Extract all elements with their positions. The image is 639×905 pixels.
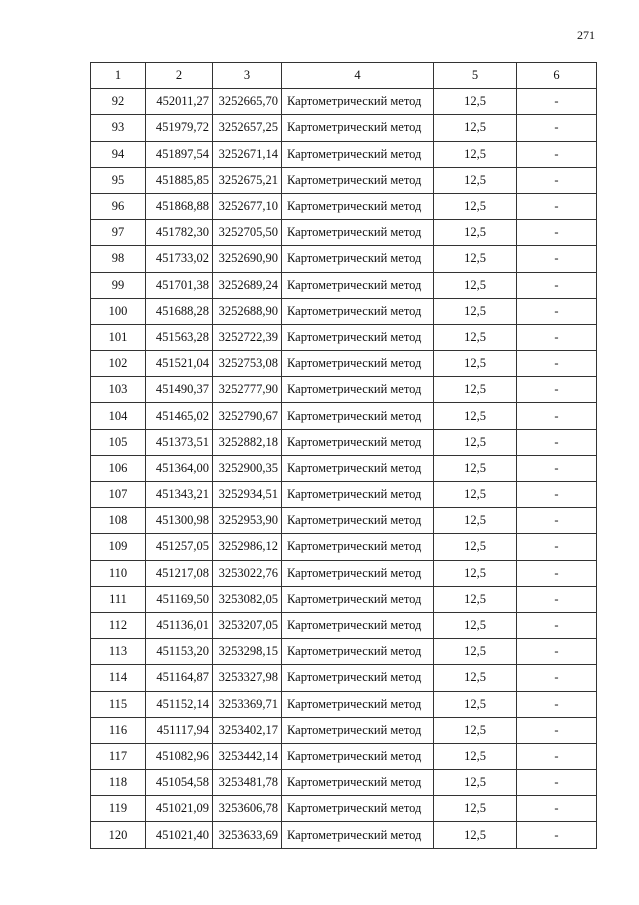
x-coordinate-cell: 451021,40	[146, 822, 213, 848]
table-row	[91, 324, 597, 350]
table-row	[91, 351, 597, 377]
accuracy-cell: 12,5	[434, 429, 517, 455]
point-number-cell: 107	[91, 482, 146, 508]
note-cell: -	[517, 89, 597, 115]
x-coordinate-cell: 451373,51	[146, 429, 213, 455]
accuracy-cell: 12,5	[434, 141, 517, 167]
x-coordinate-cell: 451733,02	[146, 246, 213, 272]
note-cell: -	[517, 691, 597, 717]
point-number-cell: 100	[91, 298, 146, 324]
accuracy-cell: 12,5	[434, 115, 517, 141]
x-coordinate-cell: 451979,72	[146, 115, 213, 141]
table-row	[91, 743, 597, 769]
y-coordinate-cell: 3252953,90	[213, 508, 282, 534]
note-cell: -	[517, 246, 597, 272]
accuracy-cell: 12,5	[434, 717, 517, 743]
table-row	[91, 403, 597, 429]
point-number-cell: 94	[91, 141, 146, 167]
point-number-cell: 119	[91, 796, 146, 822]
point-number-cell: 98	[91, 246, 146, 272]
table-row	[91, 377, 597, 403]
y-coordinate-cell: 3252677,10	[213, 193, 282, 219]
x-coordinate-cell: 451217,08	[146, 560, 213, 586]
point-number-cell: 116	[91, 717, 146, 743]
y-coordinate-cell: 3253327,98	[213, 665, 282, 691]
point-number-cell: 112	[91, 612, 146, 638]
method-cell: Картометрический метод	[282, 534, 434, 560]
table-row	[91, 822, 597, 848]
method-cell: Картометрический метод	[282, 508, 434, 534]
table-row	[91, 272, 597, 298]
method-cell: Картометрический метод	[282, 429, 434, 455]
note-cell: -	[517, 429, 597, 455]
y-coordinate-cell: 3253369,71	[213, 691, 282, 717]
point-number-cell: 102	[91, 351, 146, 377]
accuracy-cell: 12,5	[434, 822, 517, 848]
accuracy-cell: 12,5	[434, 508, 517, 534]
note-cell: -	[517, 167, 597, 193]
x-coordinate-cell: 451782,30	[146, 220, 213, 246]
column-header: 3	[213, 63, 282, 89]
point-number-cell: 95	[91, 167, 146, 193]
method-cell: Картометрический метод	[282, 193, 434, 219]
y-coordinate-cell: 3252665,70	[213, 89, 282, 115]
column-header: 5	[434, 63, 517, 89]
note-cell: -	[517, 193, 597, 219]
note-cell: -	[517, 822, 597, 848]
accuracy-cell: 12,5	[434, 246, 517, 272]
note-cell: -	[517, 560, 597, 586]
point-number-cell: 99	[91, 272, 146, 298]
method-cell: Картометрический метод	[282, 743, 434, 769]
point-number-cell: 97	[91, 220, 146, 246]
method-cell: Картометрический метод	[282, 246, 434, 272]
y-coordinate-cell: 3252657,25	[213, 115, 282, 141]
point-number-cell: 92	[91, 89, 146, 115]
table-header-row	[91, 63, 597, 89]
accuracy-cell: 12,5	[434, 167, 517, 193]
point-number-cell: 103	[91, 377, 146, 403]
point-number-cell: 120	[91, 822, 146, 848]
accuracy-cell: 12,5	[434, 482, 517, 508]
table-row	[91, 89, 597, 115]
y-coordinate-cell: 3252690,90	[213, 246, 282, 272]
method-cell: Картометрический метод	[282, 377, 434, 403]
column-header: 2	[146, 63, 213, 89]
method-cell: Картометрический метод	[282, 455, 434, 481]
point-number-cell: 111	[91, 586, 146, 612]
x-coordinate-cell: 451868,88	[146, 193, 213, 219]
accuracy-cell: 12,5	[434, 89, 517, 115]
table-row	[91, 586, 597, 612]
x-coordinate-cell: 451257,05	[146, 534, 213, 560]
column-header: 1	[91, 63, 146, 89]
note-cell: -	[517, 482, 597, 508]
table-row	[91, 796, 597, 822]
method-cell: Картометрический метод	[282, 167, 434, 193]
y-coordinate-cell: 3252900,35	[213, 455, 282, 481]
method-cell: Картометрический метод	[282, 665, 434, 691]
y-coordinate-cell: 3252986,12	[213, 534, 282, 560]
table-row	[91, 220, 597, 246]
note-cell: -	[517, 796, 597, 822]
point-number-cell: 101	[91, 324, 146, 350]
table-row	[91, 141, 597, 167]
method-cell: Картометрический метод	[282, 482, 434, 508]
accuracy-cell: 12,5	[434, 534, 517, 560]
x-coordinate-cell: 451054,58	[146, 770, 213, 796]
y-coordinate-cell: 3253442,14	[213, 743, 282, 769]
note-cell: -	[517, 115, 597, 141]
note-cell: -	[517, 717, 597, 743]
point-number-cell: 96	[91, 193, 146, 219]
point-number-cell: 117	[91, 743, 146, 769]
x-coordinate-cell: 452011,27	[146, 89, 213, 115]
point-number-cell: 110	[91, 560, 146, 586]
y-coordinate-cell: 3253022,76	[213, 560, 282, 586]
point-number-cell: 104	[91, 403, 146, 429]
point-number-cell: 106	[91, 455, 146, 481]
point-number-cell: 118	[91, 770, 146, 796]
y-coordinate-cell: 3253298,15	[213, 639, 282, 665]
note-cell: -	[517, 403, 597, 429]
table-row	[91, 429, 597, 455]
table-row	[91, 246, 597, 272]
accuracy-cell: 12,5	[434, 455, 517, 481]
table-row	[91, 639, 597, 665]
x-coordinate-cell: 451465,02	[146, 403, 213, 429]
accuracy-cell: 12,5	[434, 324, 517, 350]
note-cell: -	[517, 665, 597, 691]
accuracy-cell: 12,5	[434, 351, 517, 377]
x-coordinate-cell: 451164,87	[146, 665, 213, 691]
y-coordinate-cell: 3252753,08	[213, 351, 282, 377]
x-coordinate-cell: 451364,00	[146, 455, 213, 481]
table-row	[91, 298, 597, 324]
point-number-cell: 115	[91, 691, 146, 717]
y-coordinate-cell: 3252689,24	[213, 272, 282, 298]
table-body	[91, 89, 597, 848]
accuracy-cell: 12,5	[434, 586, 517, 612]
method-cell: Картометрический метод	[282, 220, 434, 246]
y-coordinate-cell: 3252790,67	[213, 403, 282, 429]
page-number: 271	[577, 28, 595, 42]
accuracy-cell: 12,5	[434, 377, 517, 403]
note-cell: -	[517, 298, 597, 324]
x-coordinate-cell: 451897,54	[146, 141, 213, 167]
table-row	[91, 717, 597, 743]
y-coordinate-cell: 3253082,05	[213, 586, 282, 612]
note-cell: -	[517, 455, 597, 481]
column-header: 4	[282, 63, 434, 89]
x-coordinate-cell: 451152,14	[146, 691, 213, 717]
note-cell: -	[517, 324, 597, 350]
y-coordinate-cell: 3253633,69	[213, 822, 282, 848]
method-cell: Картометрический метод	[282, 796, 434, 822]
x-coordinate-cell: 451300,98	[146, 508, 213, 534]
point-number-cell: 108	[91, 508, 146, 534]
method-cell: Картометрический метод	[282, 770, 434, 796]
point-number-cell: 114	[91, 665, 146, 691]
accuracy-cell: 12,5	[434, 665, 517, 691]
point-number-cell: 113	[91, 639, 146, 665]
y-coordinate-cell: 3252688,90	[213, 298, 282, 324]
x-coordinate-cell: 451521,04	[146, 351, 213, 377]
note-cell: -	[517, 743, 597, 769]
accuracy-cell: 12,5	[434, 691, 517, 717]
note-cell: -	[517, 534, 597, 560]
accuracy-cell: 12,5	[434, 193, 517, 219]
y-coordinate-cell: 3253207,05	[213, 612, 282, 638]
y-coordinate-cell: 3253481,78	[213, 770, 282, 796]
method-cell: Картометрический метод	[282, 324, 434, 350]
table-row	[91, 167, 597, 193]
method-cell: Картометрический метод	[282, 272, 434, 298]
y-coordinate-cell: 3252675,21	[213, 167, 282, 193]
x-coordinate-cell: 451153,20	[146, 639, 213, 665]
method-cell: Картометрический метод	[282, 351, 434, 377]
accuracy-cell: 12,5	[434, 298, 517, 324]
point-number-cell: 109	[91, 534, 146, 560]
note-cell: -	[517, 508, 597, 534]
x-coordinate-cell: 451343,21	[146, 482, 213, 508]
method-cell: Картометрический метод	[282, 822, 434, 848]
y-coordinate-cell: 3253606,78	[213, 796, 282, 822]
y-coordinate-cell: 3252934,51	[213, 482, 282, 508]
y-coordinate-cell: 3252882,18	[213, 429, 282, 455]
method-cell: Картометрический метод	[282, 141, 434, 167]
note-cell: -	[517, 377, 597, 403]
x-coordinate-cell: 451082,96	[146, 743, 213, 769]
coordinates-table	[90, 62, 597, 849]
accuracy-cell: 12,5	[434, 612, 517, 638]
table-row	[91, 770, 597, 796]
method-cell: Картометрический метод	[282, 560, 434, 586]
x-coordinate-cell: 451490,37	[146, 377, 213, 403]
note-cell: -	[517, 612, 597, 638]
accuracy-cell: 12,5	[434, 796, 517, 822]
method-cell: Картометрический метод	[282, 89, 434, 115]
table-row	[91, 455, 597, 481]
method-cell: Картометрический метод	[282, 298, 434, 324]
table-row	[91, 560, 597, 586]
table-row	[91, 665, 597, 691]
accuracy-cell: 12,5	[434, 272, 517, 298]
method-cell: Картометрический метод	[282, 717, 434, 743]
point-number-cell: 93	[91, 115, 146, 141]
accuracy-cell: 12,5	[434, 403, 517, 429]
accuracy-cell: 12,5	[434, 639, 517, 665]
x-coordinate-cell: 451885,85	[146, 167, 213, 193]
note-cell: -	[517, 272, 597, 298]
table-row	[91, 115, 597, 141]
table-row	[91, 612, 597, 638]
note-cell: -	[517, 639, 597, 665]
method-cell: Картометрический метод	[282, 639, 434, 665]
y-coordinate-cell: 3252777,90	[213, 377, 282, 403]
note-cell: -	[517, 220, 597, 246]
y-coordinate-cell: 3252722,39	[213, 324, 282, 350]
method-cell: Картометрический метод	[282, 691, 434, 717]
method-cell: Картометрический метод	[282, 586, 434, 612]
x-coordinate-cell: 451688,28	[146, 298, 213, 324]
accuracy-cell: 12,5	[434, 743, 517, 769]
table-row	[91, 193, 597, 219]
accuracy-cell: 12,5	[434, 770, 517, 796]
table-row	[91, 534, 597, 560]
x-coordinate-cell: 451117,94	[146, 717, 213, 743]
x-coordinate-cell: 451169,50	[146, 586, 213, 612]
point-number-cell: 105	[91, 429, 146, 455]
accuracy-cell: 12,5	[434, 220, 517, 246]
note-cell: -	[517, 351, 597, 377]
y-coordinate-cell: 3252705,50	[213, 220, 282, 246]
table-row	[91, 482, 597, 508]
table-row	[91, 691, 597, 717]
x-coordinate-cell: 451701,38	[146, 272, 213, 298]
accuracy-cell: 12,5	[434, 560, 517, 586]
note-cell: -	[517, 586, 597, 612]
x-coordinate-cell: 451563,28	[146, 324, 213, 350]
y-coordinate-cell: 3253402,17	[213, 717, 282, 743]
x-coordinate-cell: 451136,01	[146, 612, 213, 638]
y-coordinate-cell: 3252671,14	[213, 141, 282, 167]
x-coordinate-cell: 451021,09	[146, 796, 213, 822]
column-header: 6	[517, 63, 597, 89]
note-cell: -	[517, 770, 597, 796]
note-cell: -	[517, 141, 597, 167]
method-cell: Картометрический метод	[282, 612, 434, 638]
method-cell: Картометрический метод	[282, 403, 434, 429]
method-cell: Картометрический метод	[282, 115, 434, 141]
table-row	[91, 508, 597, 534]
